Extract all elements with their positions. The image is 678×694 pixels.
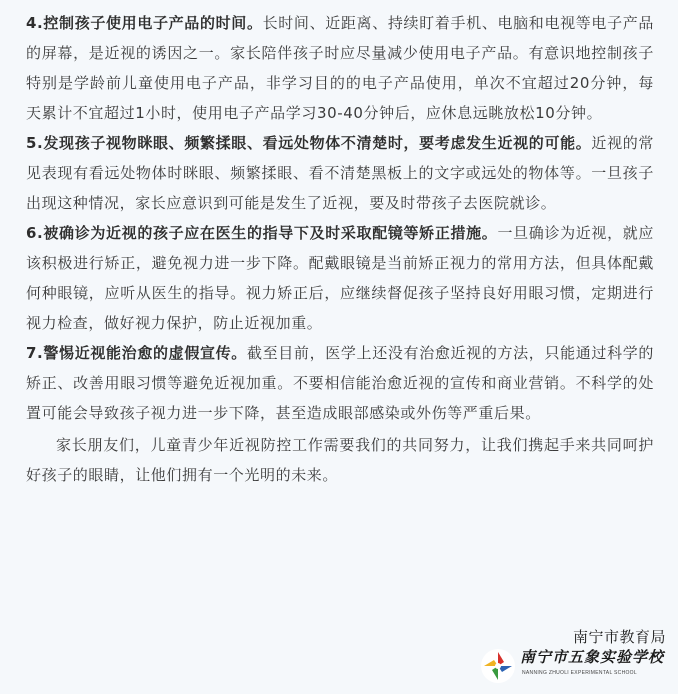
- school-english-name: NANNING ZHUOLI EXPERIMENTAL SCHOOL: [522, 670, 637, 676]
- paragraph-5-heading: 5.发现孩子视物眯眼、频繁揉眼、看远处物体不清楚时，要考虑发生近视的可能。: [26, 134, 592, 152]
- paragraph-5: [26, 128, 654, 218]
- paragraph-7: [26, 338, 654, 428]
- paragraph-6-text: 一旦确诊为近视，就应该积极进行矫正，避免视力进一步下降。配戴眼镜是当前矫正视力的常用方法，但具体配戴何种眼镜，应听从医生的指导。视力矫正后，应继续督促孩子坚持良好用眼习惯，定期进行视力检查，做好视力保护，防止近视加重。: [26, 224, 654, 332]
- footer-signature: [470, 626, 670, 688]
- paragraph-6: [26, 218, 654, 338]
- paragraph-4: [26, 8, 654, 128]
- paragraph-6-heading: 6.被确诊为近视的孩子应在医生的指导下及时采取配镜等矫正措施。: [26, 224, 498, 242]
- article-body: [26, 8, 654, 490]
- paragraph-7-heading: 7.警惕近视能治愈的虚假宣传。: [26, 344, 247, 362]
- bureau-name: 南宁市教育局: [572, 628, 666, 646]
- paragraph-5-text: 近视的常见表现有看远处物体时眯眼、频繁揉眼、看不清楚黑板上的文字或远处的物体等。一旦孩子出现这种情况，家长应意识到可能是发生了近视，要及时带孩子去医院就诊。: [26, 134, 654, 212]
- paragraph-4-heading: 4.控制孩子使用电子产品的时间。: [26, 14, 263, 32]
- paragraph-7-text: 截至目前，医学上还没有治愈近视的方法，只能通过科学的矫正、改善用眼习惯等避免近视加重。不要相信能治愈近视的宣传和商业营销。不科学的处置可能会导致孩子视力进一步下降，甚至造成眼部感染或外伤等严重后果。: [26, 344, 654, 422]
- closing-paragraph: 家长朋友们，儿童青少年近视防控工作需要我们的共同努力，让我们携起手来共同呵护好孩子的眼睛，让他们拥有一个光明的未来。: [26, 436, 654, 484]
- paragraph-4-text: 长时间、近距离、持续盯着手机、电脑和电视等电子产品的屏幕，是近视的诱因之一。家长陪伴孩子时应尽量减少使用电子产品。有意识地控制孩子特别是学龄前儿童使用电子产品，非学习目的的电子产品使用，单次不宜超过20分钟，每天累计不宜超过1小时，使用电子产品学习30-40分钟后，应休息远眺放松10分钟。: [26, 14, 654, 122]
- school-logo-icon: [480, 648, 516, 684]
- school-name: 南宁市五象实验学校: [520, 648, 665, 666]
